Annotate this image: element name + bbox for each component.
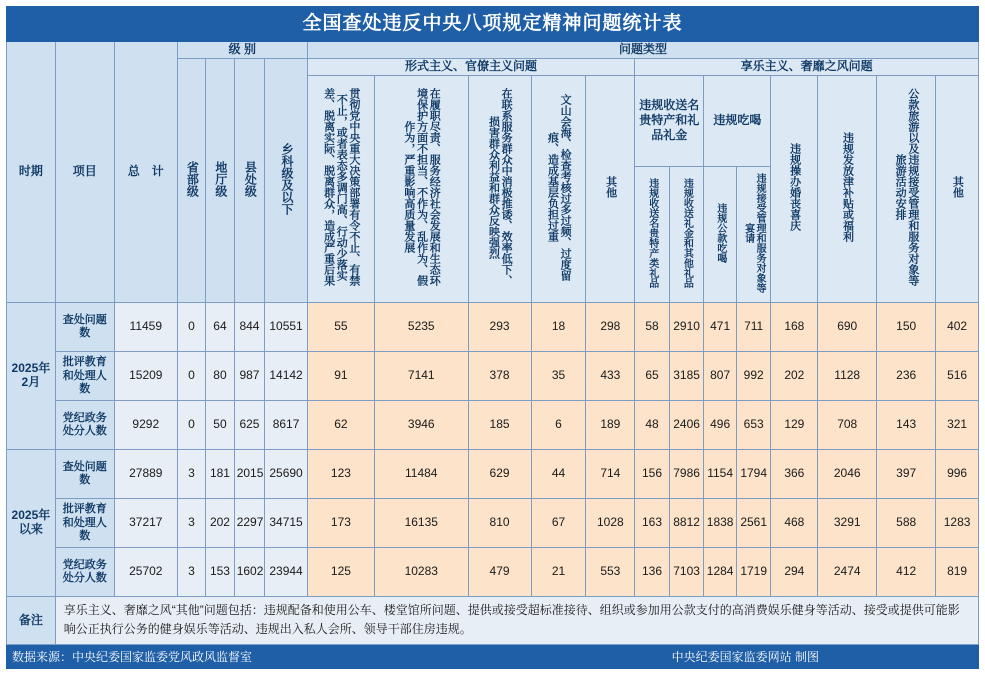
cell-hedonism-7: 1283 bbox=[936, 499, 979, 548]
table-row bbox=[7, 352, 979, 401]
cell-level-3: 10551 bbox=[265, 303, 308, 352]
cell-hedonism-5: 3291 bbox=[818, 499, 877, 548]
cell-hedonism-0: 136 bbox=[635, 548, 670, 597]
header-group-formalism: 形式主义、官僚主义问题 bbox=[307, 58, 634, 75]
cell-level-1: 153 bbox=[206, 548, 234, 597]
cell-hedonism-3: 711 bbox=[736, 303, 771, 352]
header-hedonism-col-1: 违规收送礼金和其他礼品 bbox=[669, 166, 704, 303]
cell-hedonism-5: 2474 bbox=[818, 548, 877, 597]
cell-hedonism-6: 397 bbox=[877, 450, 936, 499]
header-hedonism-col-0: 违规收送名贵特产类礼品 bbox=[635, 166, 670, 303]
cell-hedonism-0: 163 bbox=[635, 499, 670, 548]
cell-formalism-1: 16135 bbox=[374, 499, 468, 548]
page-title: 全国查处违反中央八项规定精神问题统计表 bbox=[7, 7, 979, 42]
cell-total: 11459 bbox=[114, 303, 177, 352]
header-level-0: 省部级 bbox=[177, 58, 205, 302]
cell-level-0: 0 bbox=[177, 401, 205, 450]
cell-level-2: 625 bbox=[234, 401, 265, 450]
header-formalism-col-1: 在履职尽责、服务经济社会发展和生态环境保护方面不担当、不作为、乱作为、假作为，严重影响高质量发展 bbox=[374, 75, 468, 303]
row-period-label: 2025年以来 bbox=[7, 450, 56, 597]
table-row bbox=[7, 548, 979, 597]
cell-level-1: 50 bbox=[206, 401, 234, 450]
footer-bar bbox=[6, 645, 979, 669]
row-item-label: 查处问题数 bbox=[55, 450, 114, 499]
cell-level-1: 64 bbox=[206, 303, 234, 352]
cell-hedonism-0: 58 bbox=[635, 303, 670, 352]
header-item: 项目 bbox=[55, 42, 114, 303]
cell-formalism-1: 10283 bbox=[374, 548, 468, 597]
cell-level-1: 181 bbox=[206, 450, 234, 499]
cell-formalism-4: 714 bbox=[586, 450, 635, 499]
cell-hedonism-6: 236 bbox=[877, 352, 936, 401]
cell-level-2: 1602 bbox=[234, 548, 265, 597]
header-formalism-col-2: 在联系服务群众中消极推诿、效率低下、损害群众利益和群众反映强烈 bbox=[468, 75, 531, 303]
cell-total: 27889 bbox=[114, 450, 177, 499]
header-problem-type: 问题类型 bbox=[307, 42, 978, 59]
row-item-label: 党纪政务处分人数 bbox=[55, 401, 114, 450]
cell-hedonism-0: 156 bbox=[635, 450, 670, 499]
header-level-3: 乡科级及以下 bbox=[265, 58, 308, 302]
cell-formalism-2: 479 bbox=[468, 548, 531, 597]
cell-formalism-4: 553 bbox=[586, 548, 635, 597]
header-hedonism-col-4: 违规操办婚丧喜庆 bbox=[771, 75, 818, 303]
note-text: 享乐主义、奢靡之风“其他”问题包括：违规配备和使用公车、楼堂馆所问题、提供或接受超标准接待、组织或参加用公款支付的高消费娱乐健身等活动、接受或提供可能影响公正执行公务的健身娱乐等活动、违规出入私人会所、领导干部住房违规。 bbox=[55, 597, 978, 644]
cell-hedonism-4: 366 bbox=[771, 450, 818, 499]
note-label: 备注 bbox=[7, 597, 56, 644]
cell-level-3: 23944 bbox=[265, 548, 308, 597]
cell-hedonism-1: 7103 bbox=[669, 548, 704, 597]
header-formalism-col-4: 其他 bbox=[586, 75, 635, 303]
cell-hedonism-3: 653 bbox=[736, 401, 771, 450]
cell-hedonism-4: 294 bbox=[771, 548, 818, 597]
row-item-label: 查处问题数 bbox=[55, 303, 114, 352]
cell-formalism-0: 62 bbox=[307, 401, 374, 450]
header-hedonism-group-1: 违规吃喝 bbox=[704, 75, 771, 166]
cell-hedonism-7: 516 bbox=[936, 352, 979, 401]
cell-total: 9292 bbox=[114, 401, 177, 450]
cell-formalism-4: 1028 bbox=[586, 499, 635, 548]
header-group-hedonism: 享乐主义、奢靡之风问题 bbox=[635, 58, 979, 75]
header-period: 时期 bbox=[7, 42, 56, 303]
header-level-group: 级 别 bbox=[177, 42, 307, 59]
cell-hedonism-2: 471 bbox=[704, 303, 737, 352]
cell-formalism-2: 185 bbox=[468, 401, 531, 450]
cell-hedonism-6: 143 bbox=[877, 401, 936, 450]
cell-formalism-1: 3946 bbox=[374, 401, 468, 450]
cell-formalism-0: 125 bbox=[307, 548, 374, 597]
row-item-label: 党纪政务处分人数 bbox=[55, 548, 114, 597]
cell-hedonism-5: 1128 bbox=[818, 352, 877, 401]
header-hedonism-col-2: 违规公款吃喝 bbox=[704, 166, 737, 303]
cell-hedonism-2: 807 bbox=[704, 352, 737, 401]
table-row bbox=[7, 401, 979, 450]
cell-total: 15209 bbox=[114, 352, 177, 401]
header-hedonism-col-7: 其他 bbox=[936, 75, 979, 303]
footer-credit: 中央纪委国家监委网站 制图 bbox=[671, 650, 819, 665]
cell-hedonism-0: 65 bbox=[635, 352, 670, 401]
cell-formalism-0: 123 bbox=[307, 450, 374, 499]
cell-level-0: 3 bbox=[177, 548, 205, 597]
cell-hedonism-1: 7986 bbox=[669, 450, 704, 499]
header-hedonism-group-0: 违规收送名贵特产和礼品礼金 bbox=[635, 75, 704, 166]
cell-formalism-3: 35 bbox=[531, 352, 586, 401]
cell-level-1: 80 bbox=[206, 352, 234, 401]
header-hedonism-col-5: 违规发放津补贴或福利 bbox=[818, 75, 877, 303]
table-row bbox=[7, 303, 979, 352]
cell-level-0: 0 bbox=[177, 303, 205, 352]
cell-hedonism-6: 588 bbox=[877, 499, 936, 548]
cell-formalism-0: 91 bbox=[307, 352, 374, 401]
cell-hedonism-3: 1794 bbox=[736, 450, 771, 499]
cell-formalism-3: 44 bbox=[531, 450, 586, 499]
table-row bbox=[7, 499, 979, 548]
cell-hedonism-2: 1154 bbox=[704, 450, 737, 499]
row-item-label: 批评教育和处理人数 bbox=[55, 352, 114, 401]
cell-level-1: 202 bbox=[206, 499, 234, 548]
cell-hedonism-1: 3185 bbox=[669, 352, 704, 401]
cell-level-3: 8617 bbox=[265, 401, 308, 450]
cell-hedonism-2: 496 bbox=[704, 401, 737, 450]
statistics-table bbox=[6, 6, 979, 645]
header-level-1: 地厅级 bbox=[206, 58, 234, 302]
cell-hedonism-7: 402 bbox=[936, 303, 979, 352]
cell-formalism-3: 21 bbox=[531, 548, 586, 597]
cell-formalism-2: 810 bbox=[468, 499, 531, 548]
cell-hedonism-6: 150 bbox=[877, 303, 936, 352]
cell-hedonism-6: 412 bbox=[877, 548, 936, 597]
cell-level-2: 2015 bbox=[234, 450, 265, 499]
cell-hedonism-1: 2406 bbox=[669, 401, 704, 450]
cell-hedonism-4: 202 bbox=[771, 352, 818, 401]
cell-formalism-0: 55 bbox=[307, 303, 374, 352]
cell-total: 37217 bbox=[114, 499, 177, 548]
cell-hedonism-4: 468 bbox=[771, 499, 818, 548]
row-item-label: 批评教育和处理人数 bbox=[55, 499, 114, 548]
cell-hedonism-2: 1284 bbox=[704, 548, 737, 597]
cell-level-3: 14142 bbox=[265, 352, 308, 401]
cell-level-0: 0 bbox=[177, 352, 205, 401]
cell-level-3: 25690 bbox=[265, 450, 308, 499]
cell-hedonism-7: 321 bbox=[936, 401, 979, 450]
cell-hedonism-5: 690 bbox=[818, 303, 877, 352]
cell-level-0: 3 bbox=[177, 499, 205, 548]
cell-formalism-0: 173 bbox=[307, 499, 374, 548]
cell-hedonism-5: 708 bbox=[818, 401, 877, 450]
cell-hedonism-3: 1719 bbox=[736, 548, 771, 597]
cell-formalism-1: 7141 bbox=[374, 352, 468, 401]
header-hedonism-col-6: 公款旅游以及违规接受管理和服务对象等旅游活动安排 bbox=[877, 75, 936, 303]
cell-formalism-2: 629 bbox=[468, 450, 531, 499]
cell-formalism-2: 293 bbox=[468, 303, 531, 352]
cell-hedonism-0: 48 bbox=[635, 401, 670, 450]
table-row bbox=[7, 450, 979, 499]
header-formalism-col-0: 贯彻党中央重大决策部署有令不止、有禁不止，或者表态多调门高、行动少落实差、脱离实际、脱离群众，造成严重后果 bbox=[307, 75, 374, 303]
cell-formalism-1: 11484 bbox=[374, 450, 468, 499]
cell-hedonism-4: 168 bbox=[771, 303, 818, 352]
header-total: 总 计 bbox=[114, 42, 177, 303]
cell-level-0: 3 bbox=[177, 450, 205, 499]
cell-hedonism-2: 1838 bbox=[704, 499, 737, 548]
cell-formalism-2: 378 bbox=[468, 352, 531, 401]
cell-hedonism-1: 8812 bbox=[669, 499, 704, 548]
cell-hedonism-5: 2046 bbox=[818, 450, 877, 499]
header-formalism-col-3: 文山会海、检查考核过多过频、过度留痕、造成基层负担过重 bbox=[531, 75, 586, 303]
cell-formalism-4: 433 bbox=[586, 352, 635, 401]
cell-hedonism-3: 992 bbox=[736, 352, 771, 401]
header-hedonism-col-3: 违规接受管理和服务对象等宴请 bbox=[736, 166, 771, 303]
cell-total: 25702 bbox=[114, 548, 177, 597]
cell-level-2: 2297 bbox=[234, 499, 265, 548]
cell-level-2: 987 bbox=[234, 352, 265, 401]
cell-hedonism-7: 996 bbox=[936, 450, 979, 499]
cell-level-3: 34715 bbox=[265, 499, 308, 548]
cell-hedonism-3: 2561 bbox=[736, 499, 771, 548]
header-level-2: 县处级 bbox=[234, 58, 265, 302]
cell-level-2: 844 bbox=[234, 303, 265, 352]
row-period-label: 2025年2月 bbox=[7, 303, 56, 450]
cell-formalism-3: 67 bbox=[531, 499, 586, 548]
cell-formalism-4: 298 bbox=[586, 303, 635, 352]
cell-formalism-1: 5235 bbox=[374, 303, 468, 352]
footer-source: 数据来源：中央纪委国家监委党风政风监督室 bbox=[12, 650, 253, 665]
cell-formalism-4: 189 bbox=[586, 401, 635, 450]
cell-formalism-3: 18 bbox=[531, 303, 586, 352]
cell-hedonism-4: 129 bbox=[771, 401, 818, 450]
cell-formalism-3: 6 bbox=[531, 401, 586, 450]
cell-hedonism-1: 2910 bbox=[669, 303, 704, 352]
cell-hedonism-7: 819 bbox=[936, 548, 979, 597]
